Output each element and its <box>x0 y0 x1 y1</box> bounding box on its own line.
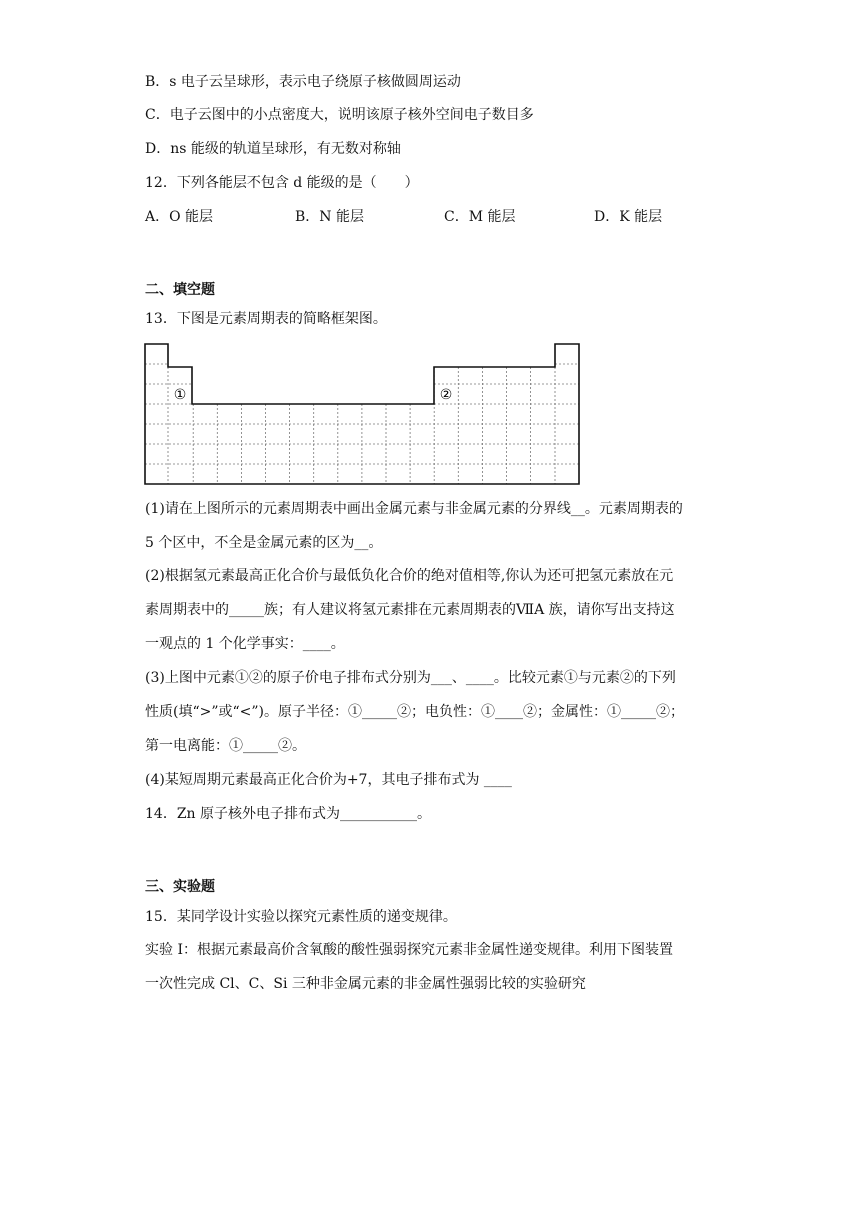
q13-part3-line3: 第一电离能：①_____②。 <box>145 738 306 754</box>
section2-title: 二、填空题 <box>145 282 215 298</box>
q13-part4: (4)某短周期元素最高正化合价为+7，其电子排布式为 ____ <box>145 772 512 788</box>
q12-stem: 12．下列各能层不包含 d 能级的是（ ） <box>145 175 419 191</box>
q15-stem: 15．某同学设计实验以探究元素性质的递变规律。 <box>145 909 457 925</box>
q12-option-d: D．K 能层 <box>594 209 663 225</box>
periodic-table-frame-diagram <box>144 343 582 487</box>
q13-part2-line2: 素周期表中的_____族；有人建议将氢元素排在元素周期表的ⅦA 族，请你写出支持这 <box>145 602 675 618</box>
q12-option-a: A．O 能层 <box>145 209 214 225</box>
q11-option-b: B．s 电子云呈球形，表示电子绕原子核做圆周运动 <box>145 74 461 90</box>
q13-stem: 13．下图是元素周期表的简略框架图。 <box>145 311 387 327</box>
section3-title: 三、实验题 <box>145 879 215 895</box>
q13-part2-line1: (2)根据氢元素最高正化合价与最低负化合价的绝对值相等,你认为还可把氢元素放在元 <box>145 568 674 584</box>
q15-line2: 一次性完成 Cl、C、Si 三种非金属元素的非金属性强弱比较的实验研究 <box>145 976 586 992</box>
q12-option-b: B．N 能层 <box>295 209 364 225</box>
q11-option-d: D．ns 能级的轨道呈球形，有无数对称轴 <box>145 141 401 157</box>
q14-stem: 14．Zn 原子核外电子排布式为___________。 <box>145 806 432 822</box>
q13-part1-line1: (1)请在上图所示的元素周期表中画出金属元素与非金属元素的分界线__。元素周期表的 <box>145 501 683 517</box>
q11-option-c: C．电子云图中的小点密度大，说明该原子核外空间电子数目多 <box>145 107 534 123</box>
label-element-2: ② <box>439 387 453 403</box>
q13-part3-line1: (3)上图中元素①②的原子价电子排布式分别为___、____。比较元素①与元素②的下列 <box>145 670 676 686</box>
q13-part1-line2: 5 个区中，不全是金属元素的区为__。 <box>145 535 383 551</box>
label-element-1: ① <box>173 387 187 403</box>
q13-part2-line3: 一观点的 1 个化学事实：____。 <box>145 636 345 652</box>
q13-part3-line2: 性质(填“>”或“<”)。原子半径：①_____②；电负性：①____②；金属性：①_____②； <box>145 704 685 720</box>
dashed-grid <box>145 364 579 484</box>
q12-option-c: C．M 能层 <box>444 209 516 225</box>
q15-line1: 实验 I：根据元素最高价含氧酸的酸性强弱探究元素非金属性递变规律。利用下图装置 <box>145 942 673 958</box>
